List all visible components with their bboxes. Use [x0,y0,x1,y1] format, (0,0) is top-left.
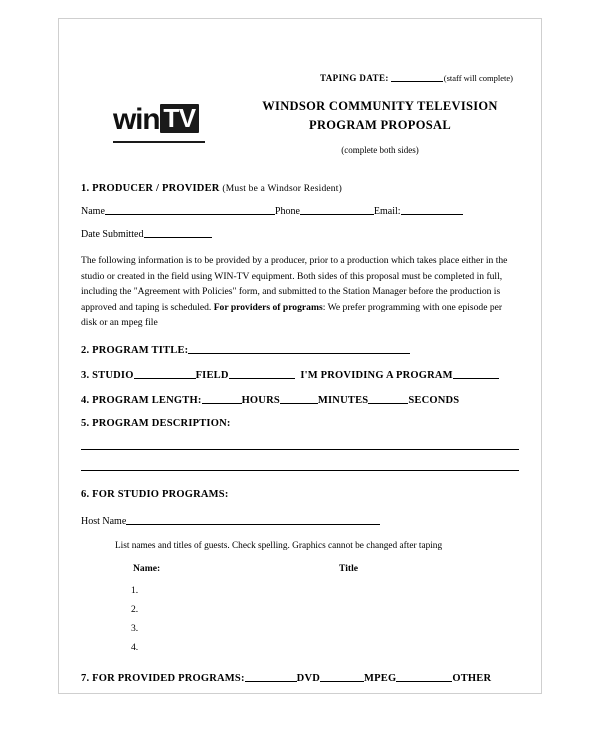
section-3-heading: 3. STUDIO [81,369,134,381]
taping-date-row [81,73,513,83]
providing-program-blank[interactable] [453,368,499,379]
section-2-heading: 2. PROGRAM TITLE: [81,344,189,356]
section-2-row [81,343,519,356]
date-submitted-input[interactable] [144,227,212,238]
document-title-line-1: WINDSOR COMMUNITY TELEVISION [262,99,498,113]
description-line-1[interactable] [81,448,519,450]
email-input[interactable] [401,204,463,215]
other-blank[interactable] [396,671,452,682]
host-name-row [81,514,519,527]
section-6-heading: 6. FOR STUDIO PROGRAMS: [81,488,229,500]
minutes-input[interactable] [280,393,318,404]
section-1-note: (Must be a Windsor Resident) [222,184,342,194]
section-1-heading [81,183,519,194]
document-subtitle: (complete both sides) [341,144,419,155]
taping-date-note: (staff will complete) [443,73,513,83]
section-4-heading: 4. PROGRAM LENGTH: [81,394,202,406]
providing-program-label: I'M PROVIDING A PROGRAM [300,369,453,381]
program-title-input[interactable] [188,343,410,354]
logo-tv-text: TV [160,104,198,133]
paragraph-text: The following information is to be provided by a producer, prior to a production which takes place either in the studio or created in the field using WIN-TV equipment. Both sides of this proposal must be completed in full, including the "Agreement with Policies" form, and submitted to the Station Manager before the production is approved and taping is scheduled. [81,255,508,313]
guest-table-header [133,563,519,577]
section-5-row [81,418,519,429]
seconds-label: SECONDS [408,394,460,406]
mpeg-blank[interactable] [320,671,364,682]
date-submitted-label: Date Submitted [81,229,144,240]
document-header [81,97,519,169]
phone-input[interactable] [300,204,374,215]
phone-label: Phone [274,206,300,217]
taping-date-label: TAPING DATE: [320,73,389,83]
section-7-heading: 7. FOR PROVIDED PROGRAMS: [81,672,245,684]
hours-label: HOURS [241,394,280,406]
name-input[interactable] [105,204,275,215]
section-4-row [81,393,519,406]
wintv-logo [113,105,199,135]
guest-instructions: List names and titles of guests. Check spelling. Graphics cannot be changed after taping [115,540,443,551]
title-block [241,97,519,155]
guest-row-2[interactable]: 2. [131,603,139,615]
dvd-label: DVD [296,672,321,684]
form-sheet [58,18,542,694]
taping-date-blank[interactable] [391,73,443,82]
dvd-blank[interactable] [245,671,297,682]
form-content [81,41,519,683]
mpeg-label: MPEG [364,672,397,684]
paragraph-bold-text: For providers of programs [213,301,323,313]
name-label: Name [81,206,105,217]
studio-checkbox-blank[interactable] [134,368,196,379]
guest-row-1[interactable]: 1. [131,584,139,596]
section-6-row [81,489,519,500]
description-line-2[interactable] [81,469,519,471]
minutes-label: MINUTES [317,394,369,406]
date-submitted-row [81,227,519,240]
document-title-line-2: PROGRAM PROPOSAL [309,118,451,133]
guest-column-title: Title [339,562,359,574]
section-5-heading: 5. PROGRAM DESCRIPTION: [81,417,231,429]
email-label: Email: [373,206,401,217]
field-label: FIELD [195,369,229,381]
section-3-row [81,368,519,381]
section-7-row [81,671,519,684]
section-1-title: 1. PRODUCER / PROVIDER [81,183,220,194]
other-label: OTHER [452,672,492,684]
section-1-paragraph [81,253,519,331]
guest-row-4[interactable]: 4. [131,641,139,653]
field-checkbox-blank[interactable] [229,368,295,379]
paragraph-tail-text: : We prefer programming with one episode per disk or an mpeg file [81,301,503,329]
guest-row-3[interactable]: 3. [131,622,139,634]
hours-input[interactable] [202,393,242,404]
host-name-input[interactable] [126,514,380,525]
logo-underline [113,141,205,143]
host-name-label: Host Name [81,515,127,527]
producer-fields-row [81,204,519,217]
seconds-input[interactable] [368,393,408,404]
guest-column-name: Name: [133,562,161,574]
logo-win-text: win [113,103,160,136]
